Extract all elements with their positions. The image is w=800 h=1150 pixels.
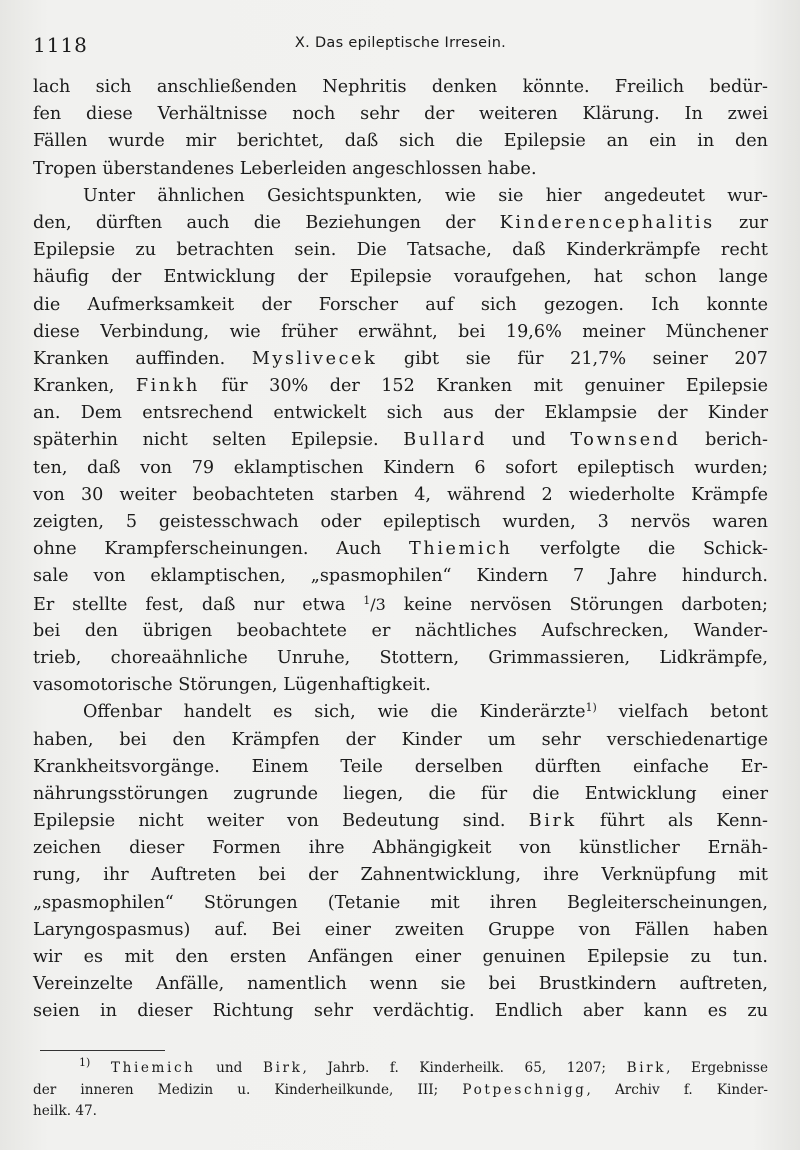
author-name: Birk bbox=[528, 811, 577, 832]
text-line: zeichen dieser Formen ihre Abhängigkeit von künstlicher Ernäh- bbox=[33, 838, 768, 859]
text-line: die Aufmerksamkeit der Forscher auf sich gezogen. Ich konnte bbox=[33, 294, 768, 315]
text-line: haben, bei den Krämpfen der Kinder um sehr verschiedenartige bbox=[33, 729, 768, 750]
page-number: 1118 bbox=[33, 33, 88, 57]
text-line bbox=[33, 346, 768, 373]
text-line: trieb, choreaähnliche Unruhe, Stottern, Grimmassieren, Lidkrämpfe, bbox=[33, 647, 768, 668]
text-run: Er stellte fest, daß nur etwa bbox=[33, 594, 364, 615]
text-line: ten, daß von 79 eklamptischen Kindern 6 sofort epileptisch wurden; bbox=[33, 457, 768, 478]
text-line: vasomotorische Störungen, Lügenhaftigkeit. bbox=[33, 675, 431, 696]
footnote-marker: 1) bbox=[79, 1056, 91, 1069]
text-run: vielfach betont bbox=[596, 702, 768, 723]
fraction-numerator: 1 bbox=[363, 593, 371, 607]
text-line: nährungsstörungen zugrunde liegen, die für die Entwicklung einer bbox=[33, 783, 768, 804]
author-name: Thiemich bbox=[110, 1060, 196, 1076]
text-line: bei den übrigen beobachtete er nächtliches Aufschrecken, Wander- bbox=[33, 620, 768, 641]
footnote-line: heilk. 47. bbox=[33, 1103, 97, 1119]
text-line: lach sich anschließenden Nephritis denken könnte. Freilich bedür- bbox=[33, 77, 768, 97]
text-run: , Jahrb. f. Kinderheilk. 65, 1207; bbox=[302, 1060, 627, 1076]
text-run: , Ergebnisse bbox=[666, 1060, 769, 1076]
author-name: Townsend bbox=[570, 430, 681, 451]
text-line: diese Verbindung, wie früher erwähnt, bei 19,6% meiner Münchener bbox=[33, 321, 768, 342]
text-line: rung, ihr Auftreten bei der Zahnentwicklung, ihre Verknüpfung mit bbox=[33, 865, 768, 886]
text-line bbox=[33, 536, 768, 563]
text-run: Offenbar handelt es sich, wie die Kinderärzte bbox=[83, 702, 586, 723]
text-run: der inneren Medizin u. Kinderheilkunde, III; bbox=[33, 1081, 463, 1098]
text-line bbox=[33, 427, 768, 454]
text-run: verfolgte die Schick- bbox=[512, 539, 768, 560]
fraction bbox=[363, 595, 386, 614]
footnote-ref: 1) bbox=[585, 701, 597, 715]
text-line bbox=[33, 699, 768, 726]
text-line: von 30 weiter beobachteten starben 4, während 2 wiederholte Krämpfe bbox=[33, 484, 768, 505]
text-line: Laryngospasmus) auf. Bei einer zweiten Gruppe von Fällen haben bbox=[33, 919, 768, 940]
author-name: Bullard bbox=[403, 430, 488, 451]
running-head: X. Das epileptische Irresein. bbox=[294, 35, 507, 51]
text-line: Fällen wurde mir berichtet, daß sich die Epilepsie an ein in den bbox=[33, 131, 768, 152]
fraction-denominator: /3 bbox=[370, 594, 386, 614]
text-line: Krankheitsvorgänge. Einem Teile derselben dürften einfache Er- bbox=[33, 756, 768, 777]
text-line: sale von eklamptischen, „spasmophilen“ Kindern 7 Jahre hindurch. bbox=[33, 566, 768, 587]
text-run: und bbox=[487, 430, 571, 451]
text-line: seien in dieser Richtung sehr verdächtig. Endlich aber kann es zu bbox=[33, 1001, 768, 1022]
footnote-line bbox=[33, 1080, 768, 1102]
text-line: Unter ähnlichen Gesichtspunkten, wie sie hier angedeutet wur- bbox=[83, 185, 768, 206]
text-line bbox=[33, 210, 768, 237]
text-run: zur bbox=[714, 212, 768, 233]
author-name: Myslivecek bbox=[251, 348, 378, 369]
text-line: Tropen überstandenes Leberleiden angeschlossen habe. bbox=[33, 158, 537, 179]
text-run: , Archiv f. Kinder- bbox=[586, 1081, 768, 1098]
text-line: „spasmophilen“ Störungen (Tetanie mit ihren Begleiterscheinungen, bbox=[33, 892, 768, 913]
author-name: Thiemich bbox=[409, 539, 513, 560]
text-line bbox=[33, 808, 768, 835]
text-run: keine nervösen Störungen darboten; bbox=[385, 594, 768, 615]
text-line: fen diese Verhältnisse noch sehr der weiteren Klärung. In zwei bbox=[33, 104, 768, 125]
footnote-divider bbox=[40, 1050, 165, 1051]
text-line bbox=[33, 373, 768, 400]
text-run: und bbox=[195, 1060, 264, 1076]
text-run: führt als Kenn- bbox=[576, 811, 768, 832]
text-run: Epilepsie nicht weiter von Bedeutung sind. bbox=[33, 811, 529, 832]
text-run: Kranken auffinden. bbox=[33, 348, 252, 369]
text-run: späterhin nicht selten Epilepsie. bbox=[33, 430, 404, 451]
author-name: Birk bbox=[263, 1060, 303, 1076]
text-run: ohne Krampferscheinungen. Auch bbox=[33, 539, 410, 560]
text-line: an. Dem entsrechend entwickelt sich aus der Eklampsie der Kinder bbox=[33, 403, 768, 424]
body-text bbox=[33, 74, 768, 1026]
footnote-line bbox=[33, 1058, 768, 1080]
author-name: Potpeschnigg bbox=[462, 1081, 587, 1098]
author-name: Birk bbox=[626, 1060, 667, 1076]
text-run: für 30% der 152 Kranken mit genuiner Epilepsie bbox=[200, 376, 768, 397]
spaced-term: Kinderencephalitis bbox=[499, 212, 715, 233]
author-name: Finkh bbox=[135, 376, 200, 397]
footnotes bbox=[33, 1058, 768, 1123]
text-line: Vereinzelte Anfälle, namentlich wenn sie bei Brustkindern auftreten, bbox=[33, 974, 768, 995]
text-line: häufig der Entwicklung der Epilepsie voraufgehen, hat schon lange bbox=[33, 267, 768, 288]
text-run: Kranken, bbox=[33, 376, 136, 397]
text-line: wir es mit den ersten Anfängen einer genuinen Epilepsie zu tun. bbox=[33, 947, 768, 967]
text-run: berich- bbox=[680, 430, 768, 451]
text-run: den, dürften auch die Beziehungen der bbox=[33, 212, 500, 233]
text-line: Epilepsie zu betrachten sein. Die Tatsache, daß Kinderkrämpfe recht bbox=[33, 240, 768, 261]
text-run: gibt sie für 21,7% seiner 207 bbox=[377, 348, 769, 369]
text-line: zeigten, 5 geistesschwach oder epileptisch wurden, 3 nervös waren bbox=[33, 512, 768, 532]
page-header bbox=[33, 30, 768, 60]
text-line bbox=[33, 591, 768, 618]
